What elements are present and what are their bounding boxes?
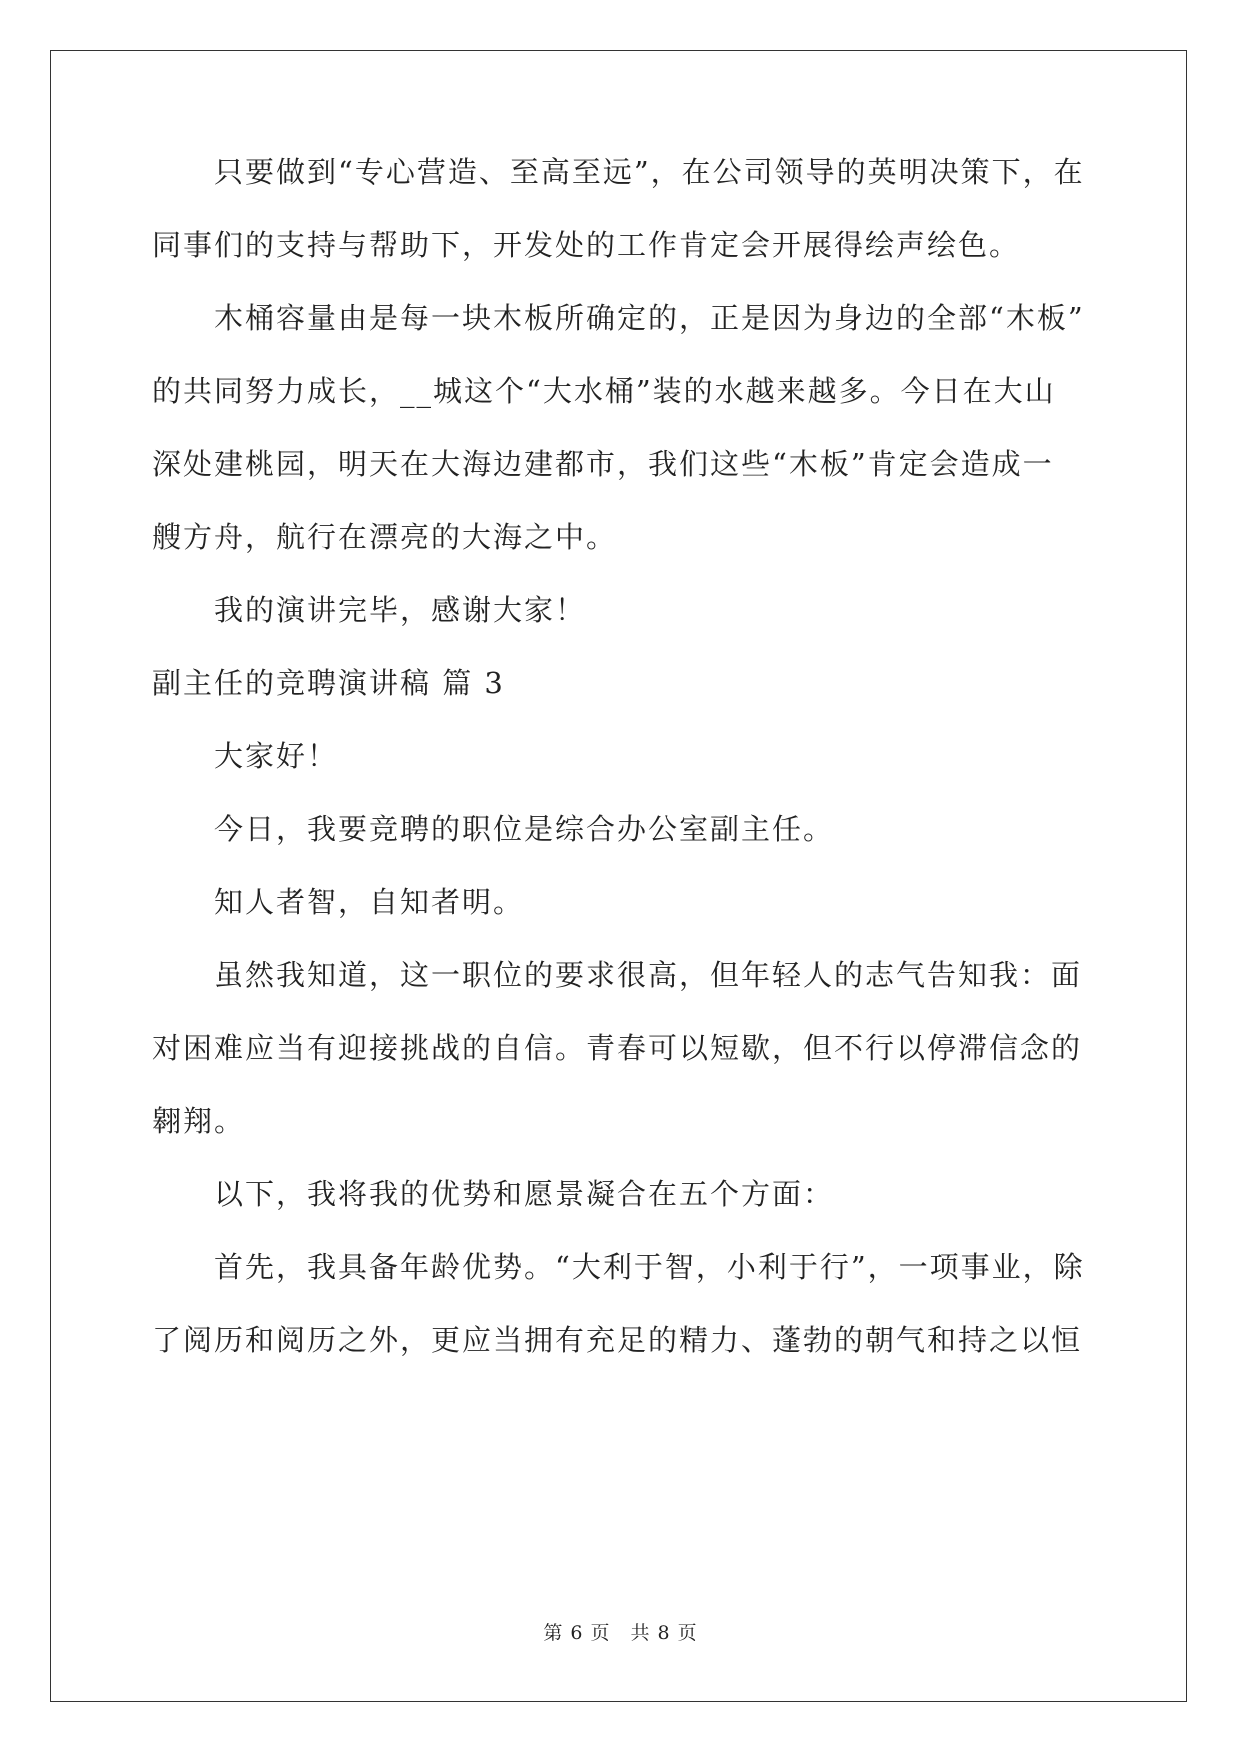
page-number-footer: 第 6 页 共 8 页 — [543, 1622, 698, 1644]
paragraph-line: 首先，我具备年龄优势。“大利于智，小利于行”，一项事业，除 — [214, 1250, 1085, 1284]
paragraph-line: 了阅历和阅历之外，更应当拥有充足的精力、蓬勃的朝气和持之以恒 — [152, 1323, 1083, 1357]
section-heading: 副主任的竞聘演讲稿 篇 3 — [152, 666, 505, 700]
paragraph-line: 只要做到“专心营造、至高至远”，在公司领导的英明决策下，在 — [214, 155, 1085, 189]
paragraph-line: 翱翔。 — [152, 1104, 246, 1138]
paragraph-line: 我的演讲完毕，感谢大家！ — [214, 593, 587, 627]
paragraph-line: 今日，我要竞聘的职位是综合办公室副主任。 — [214, 812, 835, 846]
paragraph-line: 对困难应当有迎接挑战的自信。青春可以短歇，但不行以停滞信念的 — [152, 1031, 1083, 1065]
paragraph-line: 艘方舟，航行在漂亮的大海之中。 — [152, 520, 618, 554]
paragraph-line: 以下，我将我的优势和愿景凝合在五个方面： — [214, 1177, 835, 1211]
paragraph-line: 的共同努力成长，__城这个“大水桶”装的水越来越多。今日在大山 — [152, 374, 1056, 408]
paragraph-line: 知人者智，自知者明。 — [214, 885, 525, 919]
paragraph-line: 深处建桃园，明天在大海边建都市，我们这些“木板”肯定会造成一 — [152, 447, 1054, 481]
paragraph-line: 同事们的支持与帮助下，开发处的工作肯定会开展得绘声绘色。 — [152, 228, 1021, 262]
paragraph-line: 虽然我知道，这一职位的要求很高，但年轻人的志气告知我：面 — [214, 958, 1083, 992]
paragraph-line: 木桶容量由是每一块木板所确定的，正是因为身边的全部“木板” — [214, 301, 1085, 335]
paragraph-line: 大家好！ — [214, 739, 339, 773]
